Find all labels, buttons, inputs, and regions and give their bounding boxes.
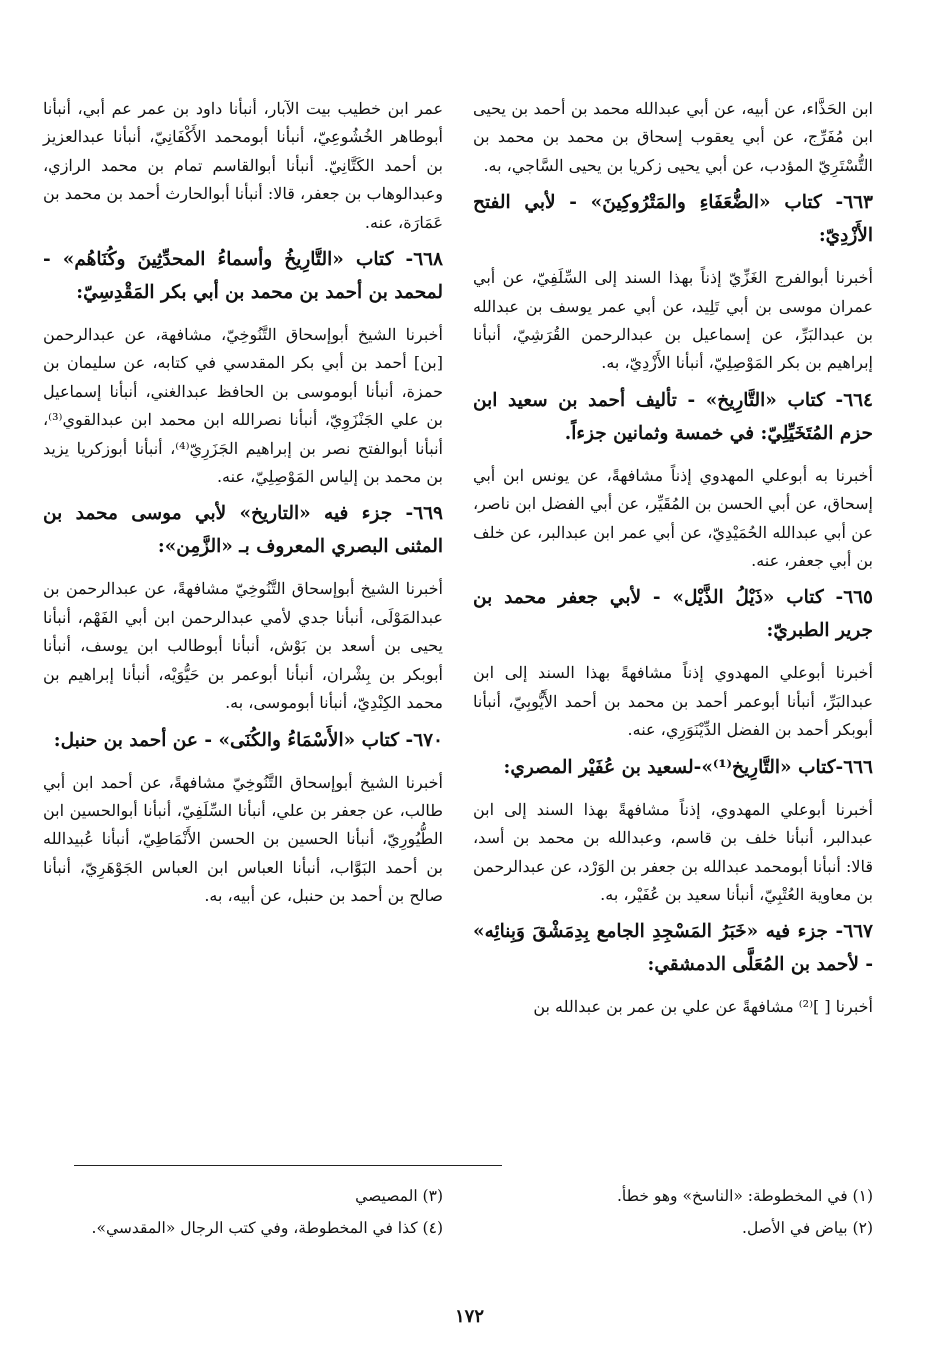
footnote: (٣) المصيصي xyxy=(355,1187,443,1205)
paragraph: أخبرنا أبوعلي المهدوي إذناً مشافهةً بهذا السند إلى ابن عبدالبَرِّ، أنبأنا أبوعمر أحمد بن محمد بن أحمد الأَيُّوبِيّ، أنبأنا أبوبكر أحمد بن الفضل الدِّيْنَوَرِي، عنه. xyxy=(473,663,873,740)
paragraph: ابن الحَذَّاء، عن أبيه، عن أبي عبدالله محمد بن أحمد بن يحيى ابن مُفَرِّج، عن أبي يعقوب إسحاق بن محمد بن محمد بن التُّسْتَرِيّ المؤدب، عن أبي يحيى زكريا بن يحيى السَّاجي، به. xyxy=(473,99,873,175)
right-column xyxy=(473,95,873,1028)
footnote: (١) في المخطوطة: «الناسخ» وهو خطأ. xyxy=(617,1187,873,1205)
paragraph: أخبرنا الشيخ أبوإسحاق التَّنُوخِيّ مشافهةً، عن أحمد ابن أبي طالب، عن جعفر بن علي، أنبأنا السِّلَفِيّ، أنبأنا أبوالحسين ابن الطُّيُورِيّ، أنبأنا الحسين بن الحسن الأَنْمَاطِيّ، أنبأنا عُبيدالله بن أحمد البَوَّاب، أنبأنا العباس ابن العباس الجَوْهَرِيّ، أنبأنا صالح بن أحمد بن حنبل، عن أبيه، به. xyxy=(43,772,443,906)
footnote: (٤) كذا في المخطوطة، وفي كتب الرجال «المقدسي». xyxy=(91,1219,443,1237)
entry-heading: ٦٦٦-كتاب «التَّارِيخ⁽¹⁾»-لسعيد بن عُفَيْر المصري: xyxy=(503,756,873,778)
paragraph: أخبرنا الشيخ أبوإسحاق التَّنُوخِيّ مشافهةً، عن عبدالرحمن بن عبدالمَوْلَى، أنبأنا جدي لأمي عبدالرحمن ابن أبي الفَهْم، أنبأنا يحيى بن أسعد بن بَوْش، أنبأنا أبوطالب ابن يوسف، أنبأنا أبوبكر بن بِشْران، أنبأنا أبوعمر بن حَيُّوَيْه، أنبأنا إبراهيم بن محمد الكِنْدِيّ، أنبأنا أبوموسى، به. xyxy=(43,579,444,713)
entry-heading: ٦٦٧- جزء فيه «خَبَرُ المَسْجِدِ الجامع بِدِمَشْقَ وَبِنائِه» - لأحمد بن المُعَلَّى الدمشقي: xyxy=(473,921,873,976)
entry-heading: ٦٦٨- كتاب «التَّارِيخُ وأسماءُ المحدِّثِينَ وكُنَاهُم» - لمحمد بن أحمد بن محمد بن أبي بكر المَقْدِسِيّ: xyxy=(43,249,443,304)
paragraph: أخبرنا الشيخ أبوإسحاق التَّنُوخِيّ، مشافهة، عن عبدالرحمن [بن] أحمد بن أبي بكر المقدسي في كتابه، عن سليمان بن حمزة، أنبأنا أبوموسى بن الحافظ عبدالغني، أنبأنا إسماعيل بن علي الجَنْزَوِيّ، أنبأنا نصرالله ابن محمد ابن عبدالقوي⁽³⁾، أنبأنا أبوالفتح نصر بن إبراهيم الجَزَرِيّ⁽⁴⁾، أنبأنا أبوزكريا يزيد بن محمد بن إلياس المَوْصِلِيّ، عنه. xyxy=(43,325,443,487)
paragraph: أخبرنا [ ]⁽²⁾ مشافهةً عن علي بن عمر بن عبدالله بن xyxy=(533,997,873,1017)
footnote: (٢) بياض في الأصل. xyxy=(742,1219,873,1237)
paragraph: أخبرنا أبوعلي المهدوي، إذناً مشافهةً بهذا السند إلى ابن عبدالبر، أنبأنا خلف بن قاسم، وعبدالله بن محمد بن أسد، قالا: أنبأنا أبومحمد عبدالله بن جعفر بن الوَرْد، عن عبدالرحمن بن معاوية العُتْبِيّ، أنبأنا سعيد بن عُفَيْر، به. xyxy=(473,799,873,904)
left-column xyxy=(43,95,443,917)
page-number: ١٧٢ xyxy=(454,1306,484,1327)
footnote-separator xyxy=(74,1165,502,1166)
footnotes-left xyxy=(43,1180,443,1244)
entry-heading: ٦٦٥- كتاب «ذَيْلُ الذَّيْل» - لأبي جعفر محمد بن جرير الطبريّ: xyxy=(473,587,873,642)
paragraph: أخبرنا أبوالفرج الغَزِّيّ إذناً بهذا السند إلى السِّلَفِيّ، عن أبي عمران موسى بن أبي تَلِيد، عن أبي عمر يوسف بن عبدالله بن عبدالبَرِّ، عن إسماعيل بن عبدالرحمن القُرَشِيّ، أنبأنا إبراهيم بن بكر المَوْصِلِيّ، أنبأنا الأَزْدِيّ، به. xyxy=(473,268,873,373)
footnotes-right xyxy=(473,1180,873,1244)
entry-heading: ٦٧٠- كتاب «الأَسْمَاءُ والكُنَى» - عن أحمد بن حنبل: xyxy=(53,729,443,751)
entry-heading: ٦٦٩- جزء فيه «التاريخ» لأبي موسى محمد بن المثنى البصري المعروف بـ «الزَّمِن»: xyxy=(43,503,443,558)
entry-heading: ٦٦٤- كتاب «التَّارِيخ» - تأليف أحمد بن سعيد ابن حزم المُتَخَيِّلِيّ: في خمسة وثمانين جزءاً. xyxy=(473,389,873,444)
paragraph: عمر ابن خطيب بيت الآبار، أنبأنا داود بن عمر عم أبي، أنبأنا أبوطاهر الخُشُوعِيّ، أنبأنا أبومحمد الأَكْفَانِيّ، أنبأنا عبدالعزيز بن أحمد الكَتَّانِيّ. أنبأنا أبوالقاسم تمام بن محمد الرازي، وعبدالوهاب بن جعفر، قالا: أنبأنا أبوالحارث أحمد بن محمد بن عَمَارَة، عنه. xyxy=(43,99,443,232)
entry-heading: ٦٦٣- كتاب «الضُّعَفَاءِ والمَتْرُوكِينَ» - لأبي الفتح الأَزْدِيّ: xyxy=(473,192,873,247)
paragraph: أخبرنا به أبوعلي المهدوي إذناً مشافهةً، عن يونس ابن أبي إسحاق، عن أبي الحسن بن المُقَيِّر، عن أبي الفضل ابن ناصر، عن أبي عبدالله الحُمَيْدِيّ، عن أبي عمر ابن عبدالبر، عن خلف بن أبي جعفر، عنه. xyxy=(473,465,873,571)
